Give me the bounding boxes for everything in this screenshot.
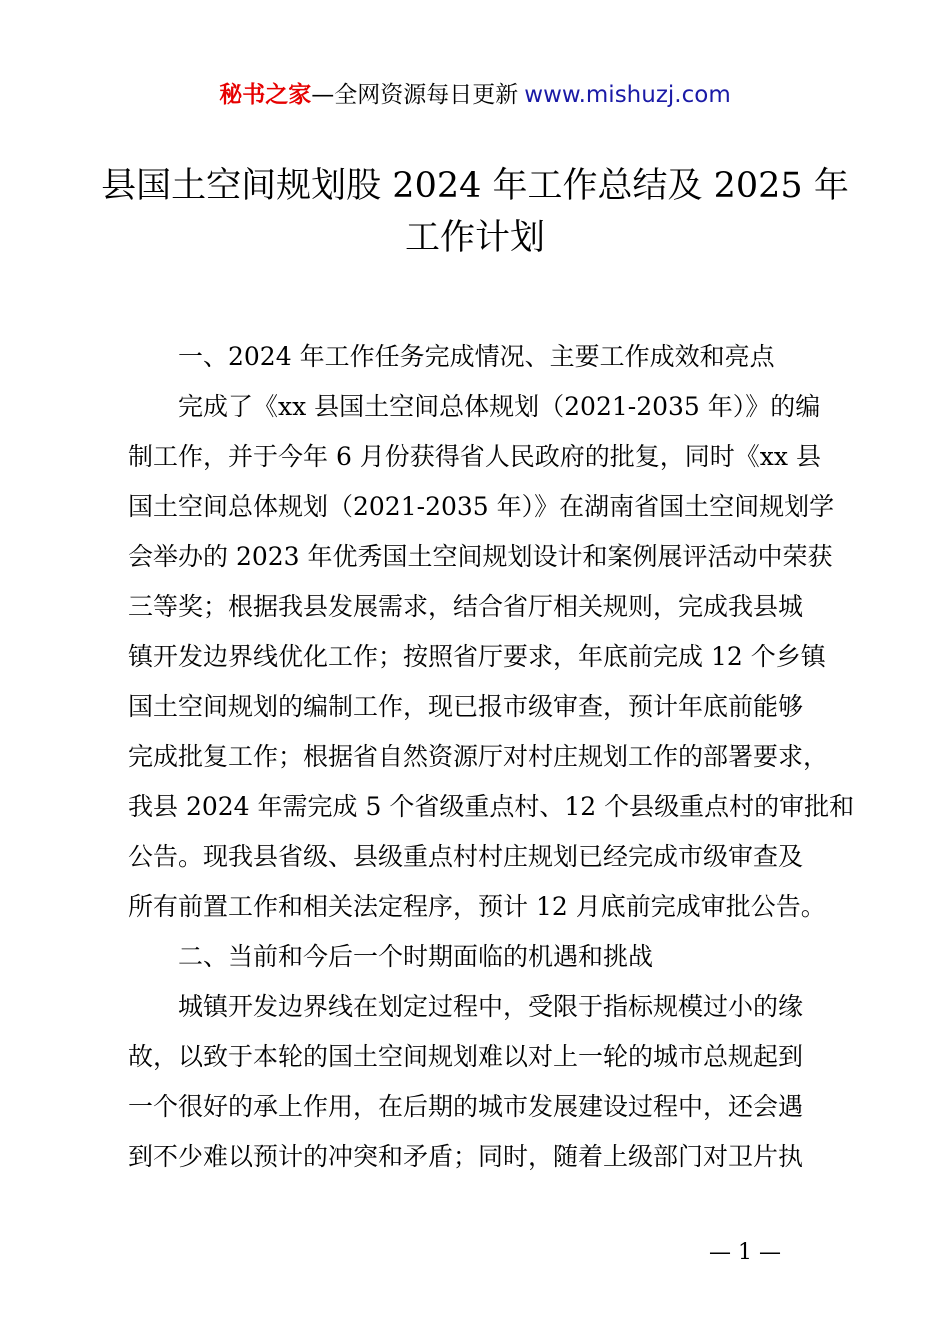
paragraph-line: 国土空间规划的编制工作，现已报市级审查，预计年底前能够: [128, 692, 804, 721]
paragraph-line: 制工作，并于今年 6 月份获得省人民政府的批复，同时《xx 县: [128, 442, 821, 471]
paragraph-2: [128, 982, 834, 1182]
paragraph-line: 会举办的 2023 年优秀国土空间规划设计和案例展评活动中荣获: [128, 542, 833, 571]
site-slogan: —全网资源每日更新: [311, 82, 519, 108]
site-brand: 秘书之家: [219, 82, 312, 108]
paragraph-line: 镇开发边界线优化工作；按照省厅要求，年底前完成 12 个乡镇: [128, 642, 826, 671]
paragraph-line: 完成了《xx 县国土空间总体规划（2021-2035 年）》的编: [178, 392, 821, 421]
paragraph-line: 公告。现我县省级、县级重点村村庄规划已经完成市级审查及: [128, 842, 804, 871]
document-title: [100, 160, 850, 264]
paragraph-line: 到不少难以预计的冲突和矛盾；同时，随着上级部门对卫片执: [128, 1142, 804, 1171]
section-heading-2: 二、当前和今后一个时期面临的机遇和挑战: [178, 942, 654, 971]
document-title-line-1: 县国土空间规划股 2024 年工作总结及 2025 年: [101, 166, 849, 206]
document-body: [128, 332, 855, 1182]
page-number: — 1 —: [709, 1240, 781, 1265]
paragraph-line: 国土空间总体规划（2021-2035 年）》在湖南省国土空间规划学: [128, 492, 835, 521]
paragraph-line: 城镇开发边界线在划定过程中，受限于指标规模过小的缘: [178, 992, 804, 1021]
paragraph-line: 三等奖；根据我县发展需求，结合省厅相关规则，完成我县城: [128, 592, 804, 621]
document-title-line-2: 工作计划: [404, 218, 545, 258]
paragraph-line: 我县 2024 年需完成 5 个省级重点村、12 个县级重点村的审批和: [128, 792, 855, 821]
paragraph-line: 完成批复工作；根据省自然资源厅对村庄规划工作的部署要求，: [128, 742, 829, 771]
site-url-link[interactable]: www.mishuzj.com: [524, 82, 731, 108]
paragraph-line: 故，以致于本轮的国土空间规划难以对上一轮的城市总规起到: [128, 1042, 804, 1071]
paragraph-line: 一个很好的承上作用，在后期的城市发展建设过程中，还会遇: [128, 1092, 804, 1121]
paragraph-line: 所有前置工作和相关法定程序，预计 12 月底前完成审批公告。: [128, 892, 826, 921]
section-heading-1: 一、2024 年工作任务完成情况、主要工作成效和亮点: [178, 342, 775, 371]
site-header: [0, 78, 950, 112]
paragraph-1: [128, 382, 855, 932]
